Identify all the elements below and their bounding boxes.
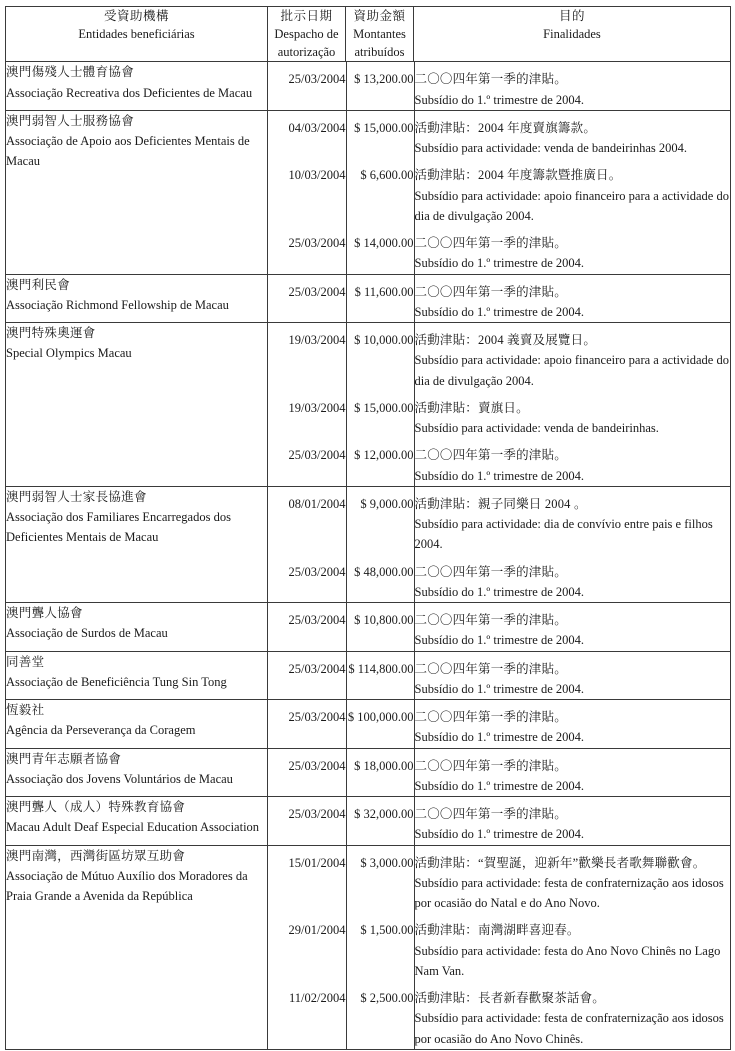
entity-cell	[6, 62, 268, 111]
purpose-zh: 活動津貼：長者新春歡聚茶話會。	[414, 991, 606, 1006]
entry-row	[268, 158, 730, 226]
entity-name-pt: Associação de Apoio aos Deficientes Mentais de Macau	[6, 134, 250, 169]
purpose-pt: Subsídio do 1.º trimestre de 2004.	[414, 304, 584, 319]
purpose-pt: Subsídio do 1.º trimestre de 2004.	[414, 468, 584, 483]
authorization-date: 25/03/2004	[268, 555, 346, 603]
header-row	[6, 7, 731, 62]
purpose-pt: Subsídio para actividade: apoio financeiro para a actividade do dia de divulgação 2004.	[414, 353, 729, 388]
header-date-zh: 批示日期	[280, 9, 333, 23]
amount-value: $ 15,000.00	[346, 391, 414, 439]
entry-row	[268, 111, 730, 159]
entity-name-pt: Associação de Surdos de Macau	[6, 626, 168, 641]
purpose-pt: Subsídio do 1.º trimestre de 2004.	[414, 827, 584, 842]
entity-name-pt: Associação Richmond Fellowship de Macau	[6, 297, 229, 312]
amount-value: $ 6,600.00	[346, 158, 414, 226]
table-header	[6, 7, 731, 62]
header-date-pt: Despacho de autorização	[274, 27, 339, 60]
entries-table	[268, 603, 730, 651]
amount-value: $ 10,800.00	[346, 603, 414, 651]
entry-row	[268, 438, 730, 486]
amount-value: $ 14,000.00	[346, 226, 414, 274]
purpose-cell	[414, 846, 730, 914]
purpose-cell	[414, 555, 730, 603]
purpose-cell	[414, 323, 730, 391]
header-purpose-zh: 目的	[558, 9, 585, 23]
entity-name-zh: 澳門弱智人士服務協會	[6, 113, 135, 128]
entity-name-zh: 澳門聾人協會	[6, 606, 83, 621]
entity-name-pt: Associação de Mútuo Auxílio dos Moradores da Praia Grande a Avenida da República	[6, 868, 248, 904]
entity-name-pt: Associação de Beneficiência Tung Sin Tong	[6, 674, 227, 689]
purpose-zh: 活動津貼：南灣湖畔喜迎春。	[414, 923, 580, 938]
entity-cell	[6, 274, 268, 323]
entries-table	[268, 275, 730, 323]
amount-value: $ 3,000.00	[346, 846, 414, 914]
entry-row	[268, 603, 730, 651]
entries-table	[268, 700, 730, 748]
amount-value: $ 2,500.00	[346, 981, 414, 1049]
entries-cell	[268, 274, 731, 323]
authorization-date: 04/03/2004	[268, 111, 346, 159]
authorization-date: 25/03/2004	[268, 226, 346, 274]
amount-value: $ 11,600.00	[346, 275, 414, 323]
amount-value: $ 12,000.00	[346, 438, 414, 486]
entity-name-pt: Special Olympics Macau	[6, 346, 132, 361]
purpose-zh: 活動津貼：2004 年度籌款暨推廣日。	[414, 168, 622, 183]
entry-row	[268, 797, 730, 845]
amount-value: $ 9,000.00	[346, 487, 414, 555]
purpose-cell	[414, 158, 730, 226]
authorization-date: 25/03/2004	[268, 749, 346, 797]
entry-row	[268, 749, 730, 797]
entity-cell	[6, 110, 268, 274]
entries-cell	[268, 110, 731, 274]
purpose-cell	[414, 797, 730, 845]
authorization-date: 10/03/2004	[268, 158, 346, 226]
purpose-zh: 二〇〇四年第一季的津貼。	[414, 284, 567, 299]
entity-cell	[6, 651, 268, 700]
purpose-cell	[414, 981, 730, 1049]
header-entity-pt: Entidades beneficiárias	[78, 27, 195, 42]
authorization-date: 29/01/2004	[268, 913, 346, 981]
amount-value: $ 18,000.00	[346, 749, 414, 797]
header-amount-zh: 資助金額	[353, 9, 406, 23]
entity-name-zh: 澳門青年志願者協會	[6, 751, 122, 766]
purpose-zh: 活動津貼：親子同樂日 2004 。	[414, 496, 587, 511]
table-row	[6, 845, 731, 1049]
entry-row	[268, 323, 730, 391]
entity-name-zh: 澳門南灣，西灣街區坊眾互助會	[6, 848, 186, 863]
table-row	[6, 274, 731, 323]
authorization-date: 25/03/2004	[268, 797, 346, 845]
purpose-cell	[414, 62, 730, 110]
header-purpose-pt: Finalidades	[543, 27, 601, 42]
entries-cell	[268, 486, 731, 602]
purpose-cell	[414, 700, 730, 748]
authorization-date: 15/01/2004	[268, 846, 346, 914]
entries-cell	[268, 748, 731, 797]
entry-row	[268, 652, 730, 700]
entity-name-pt: Associação Recreativa dos Deficientes de Macau	[6, 85, 253, 100]
purpose-zh: 活動津貼：2004 義賣及展覽日。	[414, 333, 597, 348]
purpose-zh: 二〇〇四年第一季的津貼。	[414, 710, 567, 725]
table-row	[6, 110, 731, 274]
entries-table	[268, 652, 730, 700]
purpose-cell	[414, 603, 730, 651]
purpose-zh: 二〇〇四年第一季的津貼。	[414, 807, 567, 822]
header-entity-zh: 受資助機構	[103, 9, 169, 23]
entity-name-pt: Macau Adult Deaf Especial Education Association	[6, 820, 260, 835]
entry-row	[268, 226, 730, 274]
header-purpose	[414, 7, 731, 62]
entries-cell	[268, 603, 731, 652]
purpose-pt: Subsídio do 1.º trimestre de 2004.	[414, 730, 584, 745]
purpose-cell	[414, 226, 730, 274]
entries-table	[268, 846, 730, 1049]
authorization-date: 25/03/2004	[268, 652, 346, 700]
entity-name-zh: 同善堂	[6, 654, 45, 669]
table-row	[6, 651, 731, 700]
table-body	[6, 62, 731, 1050]
entity-cell	[6, 486, 268, 602]
purpose-pt: Subsídio do 1.º trimestre de 2004.	[414, 633, 584, 648]
authorization-date: 25/03/2004	[268, 603, 346, 651]
entries-table	[268, 487, 730, 602]
entity-cell	[6, 748, 268, 797]
entry-row	[268, 700, 730, 748]
authorization-date: 25/03/2004	[268, 62, 346, 110]
entry-row	[268, 487, 730, 555]
table-row	[6, 323, 731, 487]
entity-name-pt: Associação dos Familiares Encarregados dos Deficientes Mentais de Macau	[6, 510, 231, 545]
purpose-pt: Subsídio para actividade: dia de convívio entre pais e filhos 2004.	[414, 517, 713, 552]
entries-table	[268, 62, 730, 110]
entries-table	[268, 323, 730, 486]
entity-name-zh: 恆毅社	[6, 703, 45, 718]
authorization-date: 25/03/2004	[268, 438, 346, 486]
purpose-cell	[414, 749, 730, 797]
entry-row	[268, 275, 730, 323]
amount-value: $ 1,500.00	[346, 913, 414, 981]
entries-cell	[268, 62, 731, 111]
purpose-pt: Subsídio do 1.º trimestre de 2004.	[414, 256, 584, 271]
purpose-cell	[414, 652, 730, 700]
purpose-pt: Subsídio para actividade: venda de bandeirinhas 2004.	[414, 141, 687, 156]
purpose-pt: Subsídio para actividade: festa de confraternização aos idosos por ocasião do Ano Novo Chinês.	[414, 1011, 724, 1046]
purpose-pt: Subsídio do 1.º trimestre de 2004.	[414, 681, 584, 696]
purpose-zh: 二〇〇四年第一季的津貼。	[414, 448, 567, 463]
entity-name-pt: Associação dos Jovens Voluntários de Macau	[6, 771, 233, 786]
entity-cell	[6, 603, 268, 652]
purpose-cell	[414, 913, 730, 981]
entity-name-zh: 澳門聾人（成人）特殊教育協會	[6, 800, 186, 815]
purpose-pt: Subsídio para actividade: festa de confraternização aos idosos por ocasião do Natal e do Ano Novo.	[414, 875, 724, 911]
entries-cell	[268, 323, 731, 487]
purpose-zh: 活動津貼：2004 年度賣旗籌款。	[414, 120, 597, 135]
entity-cell	[6, 845, 268, 1049]
entity-name-zh: 澳門特殊奧運會	[6, 326, 96, 341]
table-row	[6, 748, 731, 797]
purpose-pt: Subsídio do 1.º trimestre de 2004.	[414, 778, 584, 793]
entity-name-zh: 澳門弱智人士家長協進會	[6, 489, 147, 504]
header-entity	[6, 7, 268, 62]
purpose-zh: 二〇〇四年第一季的津貼。	[414, 72, 567, 87]
authorization-date: 19/03/2004	[268, 391, 346, 439]
entity-cell	[6, 700, 268, 749]
purpose-zh: 二〇〇四年第一季的津貼。	[414, 661, 567, 676]
purpose-pt: Subsídio do 1.º trimestre de 2004.	[414, 92, 584, 107]
entity-name-pt: Agência da Perseverança da Coragem	[6, 723, 196, 738]
purpose-zh: 活動津貼：“賀聖誕，迎新年”歡樂長者歌舞聯歡會。	[414, 855, 706, 870]
entries-cell	[268, 845, 731, 1049]
amount-value: $ 15,000.00	[346, 111, 414, 159]
purpose-cell	[414, 111, 730, 159]
header-date	[268, 7, 346, 62]
header-amount-pt: Montantes atribuídos	[353, 27, 406, 60]
amount-value: $ 114,800.00	[346, 652, 414, 700]
header-amount	[346, 7, 414, 62]
entry-row	[268, 391, 730, 439]
entity-cell	[6, 797, 268, 846]
entries-table	[268, 797, 730, 845]
entry-row	[268, 981, 730, 1049]
amount-value: $ 32,000.00	[346, 797, 414, 845]
entries-table	[268, 749, 730, 797]
purpose-pt: Subsídio para actividade: venda de bandeirinhas.	[414, 421, 659, 436]
purpose-cell	[414, 487, 730, 555]
purpose-pt: Subsídio do 1.º trimestre de 2004.	[414, 584, 584, 599]
amount-value: $ 10,000.00	[346, 323, 414, 391]
purpose-cell	[414, 438, 730, 486]
purpose-zh: 二〇〇四年第一季的津貼。	[414, 758, 567, 773]
purpose-cell	[414, 275, 730, 323]
purpose-zh: 二〇〇四年第一季的津貼。	[414, 613, 567, 628]
purpose-zh: 活動津貼：賣旗日。	[414, 400, 529, 415]
entity-name-zh: 澳門利民會	[6, 277, 71, 292]
table-row	[6, 797, 731, 846]
amount-value: $ 48,000.00	[346, 555, 414, 603]
table-row	[6, 700, 731, 749]
entry-row	[268, 62, 730, 110]
amount-value: $ 100,000.00	[346, 700, 414, 748]
entries-table	[268, 111, 730, 274]
purpose-pt: Subsídio para actividade: festa do Ano Novo Chinês no Lago Nam Van.	[414, 943, 721, 978]
authorization-date: 25/03/2004	[268, 275, 346, 323]
authorization-date: 19/03/2004	[268, 323, 346, 391]
purpose-cell	[414, 391, 730, 439]
purpose-pt: Subsídio para actividade: apoio financeiro para a actividade do dia de divulgação 2004.	[414, 188, 729, 223]
entries-cell	[268, 797, 731, 846]
entries-cell	[268, 700, 731, 749]
purpose-zh: 二〇〇四年第一季的津貼。	[414, 564, 567, 579]
table-row	[6, 486, 731, 602]
authorization-date: 25/03/2004	[268, 700, 346, 748]
entry-row	[268, 913, 730, 981]
amount-value: $ 13,200.00	[346, 62, 414, 110]
entity-cell	[6, 323, 268, 487]
authorization-date: 11/02/2004	[268, 981, 346, 1049]
table-row	[6, 62, 731, 111]
entry-row	[268, 555, 730, 603]
entry-row	[268, 846, 730, 914]
grants-table	[5, 6, 731, 1050]
entity-name-zh: 澳門傷殘人士體育協會	[6, 65, 135, 80]
table-row	[6, 603, 731, 652]
authorization-date: 08/01/2004	[268, 487, 346, 555]
entries-cell	[268, 651, 731, 700]
purpose-zh: 二〇〇四年第一季的津貼。	[414, 236, 567, 251]
